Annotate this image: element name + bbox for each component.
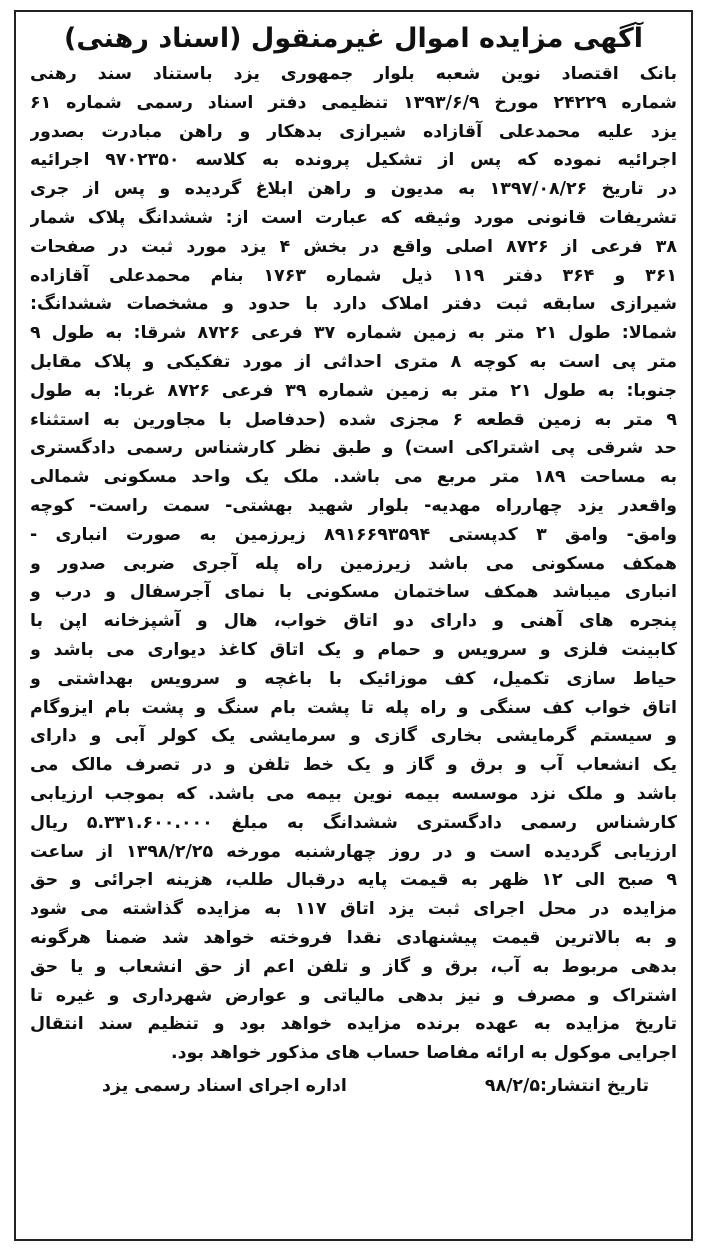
body-line: همکف مسکونی می باشد زیرزمین راه پله آجری ضربی صدور و — [30, 553, 677, 574]
issuing-office: اداره اجرای اسناد رسمی یزد — [102, 1075, 347, 1096]
body-line: حیاط سازی تکمیل، کف موزائیک با باغچه و سرویس بهداشتی و — [30, 668, 677, 689]
body-line: اجرائیه نموده که پس از تشکیل پرونده به کلاسه ۹۷۰۲۳۵۰ اجرائیه — [30, 150, 677, 171]
body-line: مزایده در محل اجرای ثبت یزد اتاق ۱۱۷ به مزایده گذاشته می شود — [30, 899, 677, 920]
body-line: شیرازی سابقه ثبت دفتر املاک دارد با حدود و مشخصات ششدانگ: — [30, 294, 677, 315]
body-line: کابینت فلزی و سرویس و حمام و یک اتاق کاغذ دیواری می باشد و — [30, 639, 677, 660]
body-line: ارزیابی گردیده است و در روز چهارشنبه مورخه ۱۳۹۸/۲/۲۵ از ساعت — [30, 841, 677, 862]
body-line: یزد علیه محمدعلی آقازاده شیرازی بدهکار و راهن مبادرت بصدور — [30, 121, 677, 142]
body-line: جنوبا: به طول ۲۱ متر به زمین شماره ۳۹ فرعی ۸۷۲۶ غربا: به طول — [30, 380, 677, 401]
body-line: واقعدر یزد چهارراه مهدیه- بلوار شهید بهشتی- سمت راست- کوچه — [30, 495, 677, 516]
body-line: بدهی مربوط به آب، برق و گاز و تلفن اعم از حق انشعاب و یا حق — [30, 956, 677, 977]
advertisement-frame — [14, 10, 693, 1241]
body-line: در تاریخ ۱۳۹۷/۰۸/۲۶ به مدیون و راهن ابلاغ گردیده و پس از جری — [30, 179, 677, 200]
ad-title: آگهی مزایده اموال غیرمنقول (اسناد رهنی) — [63, 23, 643, 54]
body-line: انباری میباشد همکف ساختمان مسکونی با نمای آجرسفال و درب و — [30, 582, 677, 603]
publish-date: تاریخ انتشار:۹۸/۲/۵ — [484, 1075, 649, 1096]
body-line: متر پی است به کوچه ۸ متری احداثی از مورد تفکیکی و پلاک مقابل — [30, 351, 677, 372]
body-line: ۳۶۱ و ۳۶۴ دفتر ۱۱۹ ذیل شماره ۱۷۶۳ بنام محمدعلی آقازاده — [30, 265, 677, 286]
body-line: به مساحت ۱۸۹ متر مربع می باشد. ملک یک واحد مسکونی شمالی — [30, 467, 677, 488]
body-line: بانک اقتصاد نوین شعبه بلوار جمهوری یزد باستناد سند رهنی — [30, 64, 677, 84]
body-line: یک انشعاب آب و برق و گاز و یک خط تلفن و در تصرف مالک می — [30, 755, 677, 776]
body-line: تشریفات قانونی مورد وثیقه که عبارت است از: ششدانگ پلاک شمار — [30, 207, 677, 228]
body-line: ۹ متر به زمین قطعه ۶ مجزی شده (حدفاصل با مجاورین به استثناء — [30, 409, 677, 430]
body-line: و به بالاترین قیمت پیشنهادی نقدا فروخته خواهد شد ضمنا هرگونه — [30, 927, 677, 948]
body-line: تاریخ مزایده به عهده برنده مزایده خواهد بود و تنظیم سند انتقال — [30, 1014, 677, 1035]
body-line: پنجره های آهنی و دارای دو اتاق خواب، هال و آشپزخانه اپن با — [30, 611, 677, 632]
body-line: ۹ صبح الی ۱۲ ظهر به قیمت پایه درقبال طلب، هزینه اجرائی و حق — [30, 870, 677, 891]
ad-body — [30, 60, 677, 1068]
body-line: ۳۸ فرعی از ۸۷۲۶ اصلی واقع در بخش ۴ یزد مورد ثبت در صفحات — [30, 236, 677, 257]
body-line: و سیستم گرمایشی بخاری گازی و سرمایشی یک کولر آبی و دارای — [30, 726, 677, 747]
body-line: شماره ۲۴۲۲۹ مورخ ۱۳۹۳/۶/۹ تنظیمی دفتر اسناد رسمی شماره ۶۱ — [30, 92, 677, 113]
body-line: اشتراک و مصرف و نیز بدهی مالیاتی و عوارض شهرداری و غیره تا — [30, 985, 677, 1006]
body-line: کارشناس رسمی دادگستری ششدانگ به مبلغ ۵.۳۳۱.۶۰۰.۰۰۰ ریال — [30, 812, 677, 833]
body-line: اجرایی موکول به ارائه مفاصا حساب های مذکور خواهد بود. — [171, 1043, 677, 1064]
ad-footer — [30, 1072, 677, 1100]
body-line: وامق- وامق ۳ کدپستی ۸۹۱۶۶۹۳۵۹۴ زیرزمین به صورت انباری - — [30, 524, 677, 545]
body-line: شمالا: طول ۲۱ متر به زمین شماره ۳۷ فرعی ۸۷۲۶ شرقا: به طول ۹ — [30, 323, 677, 344]
body-line: اتاق خواب کف سنگی و راه پله تا پشت بام سنگ و پشت بام ایزوگام — [30, 697, 677, 718]
body-line: حد شرقی پی اشتراکی است) و طبق نظر کارشناس رسمی دادگستری — [30, 438, 677, 459]
body-line: باشد و ملک نزد موسسه بیمه نوین بیمه می باشد. که بموجب ارزیابی — [30, 783, 677, 804]
